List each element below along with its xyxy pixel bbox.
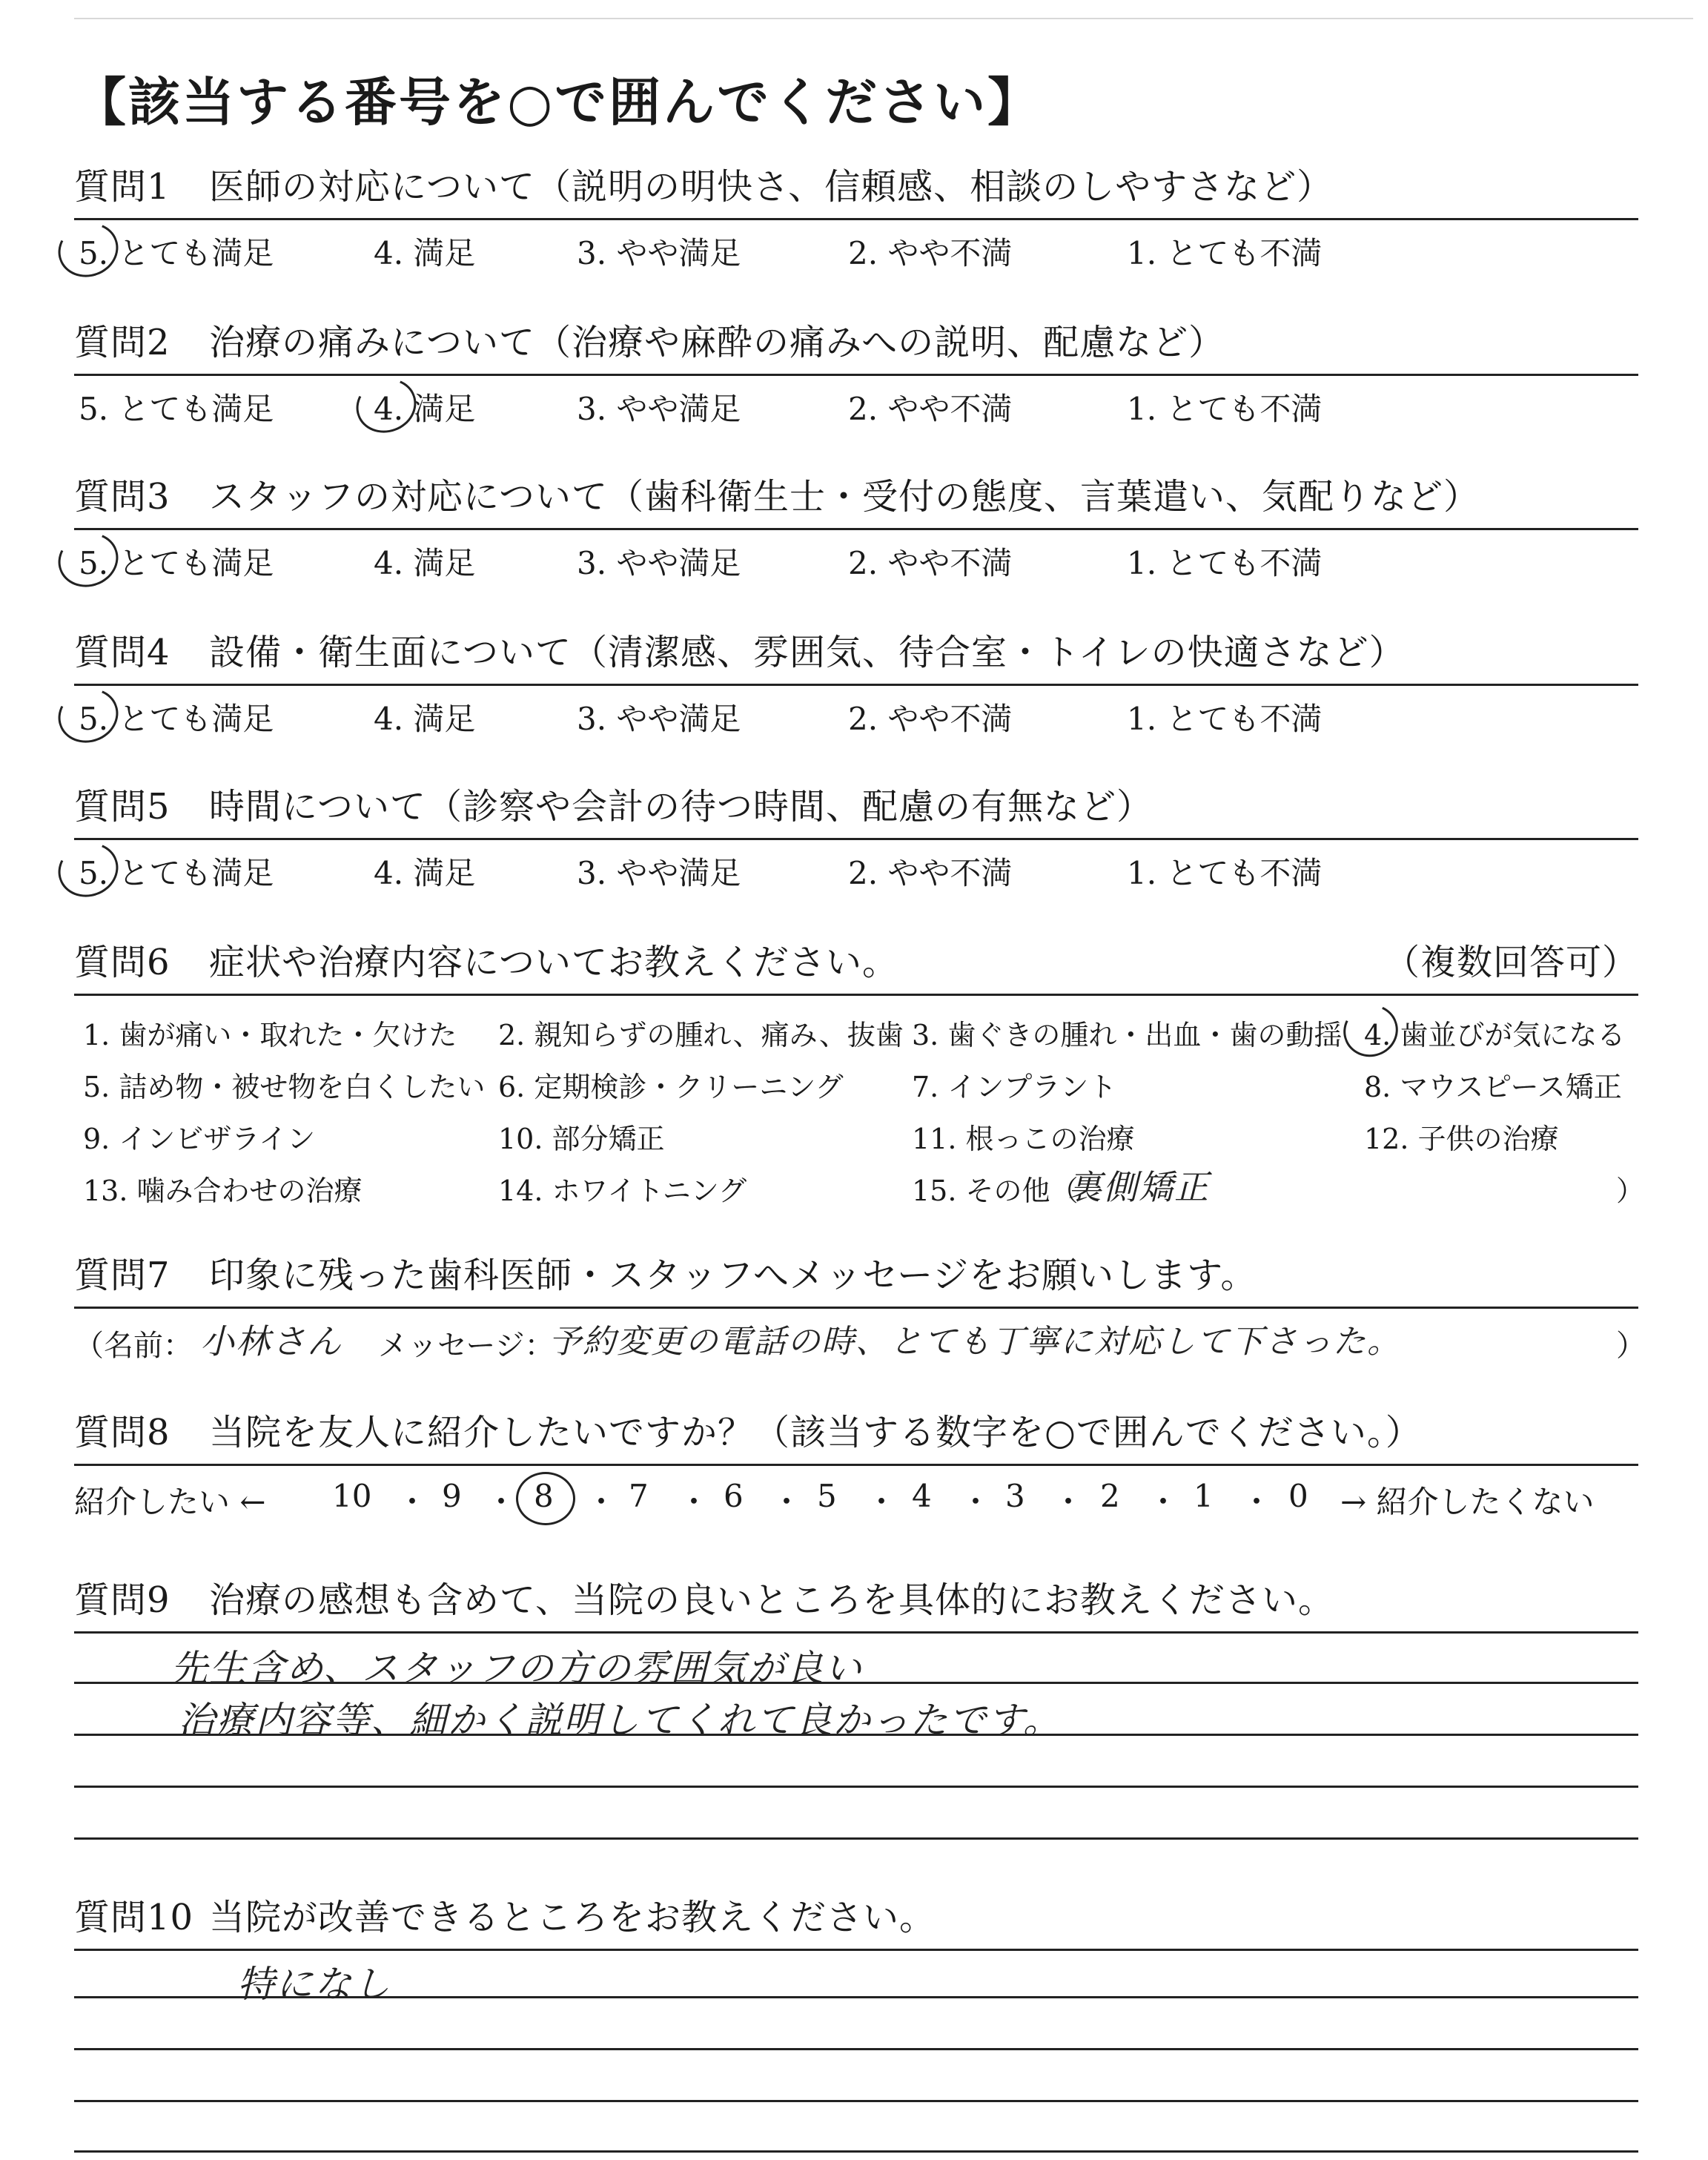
option-5[interactable]: 5. とても満足 [79,855,274,891]
symptom-option[interactable]: 7. インプラント [912,1071,1117,1103]
page-header: 【該当する番号を○で囲んでください】 [74,71,1042,133]
question-number: 質問9 [74,1579,171,1621]
symptom-option[interactable]: 4. 歯並びが気になる [1364,1019,1626,1051]
score-6[interactable]: 6 [724,1478,744,1514]
selection-circle [516,1472,575,1525]
symptom-options [74,996,1645,1211]
message-row [74,1309,1646,1368]
option-3[interactable]: 3. やや満足 [577,545,741,581]
dot-separator: ・ [486,1484,517,1520]
question-7 [74,1253,1646,1368]
option-2[interactable]: 2. やや不満 [848,545,1013,581]
rating-scale [74,840,1638,894]
option-5[interactable]: 5. とても満足 [79,701,274,737]
symptom-option[interactable]: 10. 部分矯正 [498,1123,665,1155]
question-8 [74,1410,1638,1525]
name-value[interactable]: 小林さん [200,1321,342,1361]
question-text: 治療の痛みについて（治療や麻酔の痛みへの説明、配慮など） [209,322,1225,363]
question-number: 質問3 [74,476,171,518]
q9-answer-line-1[interactable]: 先生含め、スタッフの方の雰囲気が良い [171,1647,863,1690]
other-handwritten: 裏側矯正 [1068,1167,1210,1207]
question-9 [74,1578,1638,1634]
question-number: 質問10 [74,1897,194,1938]
option-1[interactable]: 1. とても不満 [1127,855,1323,891]
option-3[interactable]: 3. やや満足 [577,391,741,427]
symptom-option[interactable]: 12. 子供の治療 [1364,1123,1559,1155]
dot-separator: ・ [1148,1484,1179,1520]
answer-line [74,2048,1638,2050]
answer-line [74,1837,1638,1840]
option-1[interactable]: 1. とても不満 [1127,391,1323,427]
message-value[interactable]: 予約変更の電話の時、とても丁寧に対応して下さった。 [549,1323,1401,1361]
score-7[interactable]: 7 [629,1478,649,1514]
score-4[interactable]: 4 [912,1478,932,1514]
score-1[interactable]: 1 [1194,1478,1214,1514]
question-number: 質問4 [74,632,171,673]
dot-separator: ・ [586,1484,618,1520]
option-4[interactable]: 4. 満足 [374,855,476,891]
score-2[interactable]: 2 [1100,1478,1120,1514]
dot-separator: ・ [960,1484,992,1520]
symptom-option[interactable]: 15. その他（ [912,1175,1079,1207]
option-2[interactable]: 2. やや不満 [848,855,1013,891]
question-number: 質問5 [74,786,171,828]
question-number: 質問8 [74,1412,171,1453]
option-4[interactable]: 4. 満足 [374,701,476,737]
selection-circle [50,214,126,285]
question-5 [74,785,1638,894]
option-1[interactable]: 1. とても不満 [1127,701,1323,737]
symptom-option[interactable]: 6. 定期検診・クリーニング [498,1071,844,1103]
dot-separator: ・ [866,1484,898,1520]
selection-circle [50,680,126,751]
option-4[interactable]: 4. 満足 [374,391,476,427]
symptom-option[interactable]: 14. ホワイトニング [498,1175,747,1207]
right-label: → 紹介したくない [1340,1484,1595,1520]
score-10[interactable]: 10 [332,1478,372,1514]
question-number: 質問1 [74,166,171,208]
option-3[interactable]: 3. やや満足 [577,701,741,737]
question-text: 症状や治療内容についてお教えください。 [209,942,899,983]
option-3[interactable]: 3. やや満足 [577,855,741,891]
score-9[interactable]: 9 [442,1478,462,1514]
option-3[interactable]: 3. やや満足 [577,235,741,271]
symptom-option[interactable]: 13. 噛み合わせの治療 [83,1175,363,1207]
question-number: 質問2 [74,322,171,363]
symptom-option[interactable]: 5. 詰め物・被せ物を白くしたい [83,1071,486,1103]
option-1[interactable]: 1. とても不満 [1127,235,1323,271]
selection-circle [50,834,126,905]
close-paren: ） [1616,1175,1645,1207]
answer-line [74,1786,1638,1788]
symptom-option[interactable]: 2. 親知らずの腫れ、痛み、抜歯 [498,1019,904,1051]
score-0[interactable]: 0 [1288,1478,1308,1514]
question-2 [74,320,1638,429]
score-8[interactable]: 8 [534,1478,554,1514]
option-4[interactable]: 4. 満足 [374,235,476,271]
score-5[interactable]: 5 [817,1478,837,1514]
option-4[interactable]: 4. 満足 [374,545,476,581]
question-text: 当院が改善できるところをお教えください。 [209,1897,936,1938]
question-number: 質問6 [74,942,171,983]
question-number: 質問7 [74,1255,171,1296]
question-1 [74,165,1638,274]
question-text: 治療の感想も含めて、当院の良いところを具体的にお教えください。 [209,1579,1335,1621]
option-2[interactable]: 2. やや不満 [848,391,1013,427]
selection-circle [1336,997,1405,1064]
rating-scale [74,530,1638,584]
message-label: メッセージ： [378,1329,555,1363]
symptom-option[interactable]: 8. マウスピース矯正 [1364,1071,1622,1103]
question-text: 医師の対応について（説明の明快さ、信頼感、相談のしやすさなど） [209,166,1334,208]
question-4 [74,630,1638,739]
option-2[interactable]: 2. やや不満 [848,701,1013,737]
recommend-scale [74,1466,1638,1525]
left-label: 紹介したい ← [74,1484,266,1520]
option-1[interactable]: 1. とても不満 [1127,545,1323,581]
rating-scale [74,220,1638,274]
question-6 [74,940,1645,1211]
question-3 [74,475,1638,584]
dot-separator: ・ [397,1484,428,1520]
symptom-option[interactable]: 1. 歯が痛い・取れた・欠けた [83,1019,457,1051]
symptom-option[interactable]: 9. インビザライン [83,1123,316,1155]
question-text: 当院を友人に紹介したいですか？（該当する数字を○で囲んでください。） [209,1412,1422,1453]
question-10 [74,1895,1638,1951]
dot-separator: ・ [678,1484,710,1520]
symptom-option[interactable]: 11. 根っこの治療 [912,1123,1135,1155]
dot-separator: ・ [1241,1484,1273,1520]
option-2[interactable]: 2. やや不満 [848,235,1013,271]
question-text: スタッフの対応について（歯科衛生士・受付の態度、言葉遣い、気配りなど） [209,476,1480,518]
question-text: 時間について（診察や会計の待つ時間、配慮の有無など） [209,786,1153,828]
name-label: （名前： [74,1329,193,1363]
q9-answer-line-2[interactable]: 治療内容等、細かく説明してくれて良かったです。 [178,1699,1062,1742]
q10-answer-line-1[interactable]: 特になし [237,1963,391,2006]
question-text: 印象に残った歯科医師・スタッフへメッセージをお願いします。 [209,1255,1257,1296]
multiple-answer-note: （複数回答可） [1383,942,1638,983]
rating-scale [74,376,1638,429]
option-5[interactable]: 5. とても満足 [79,391,274,427]
option-5[interactable]: 5. とても満足 [79,235,274,271]
dot-separator: ・ [771,1484,803,1520]
top-border [74,18,1693,19]
selection-circle [50,524,126,595]
question-text: 設備・衛生面について（清潔感、雰囲気、待合室・トイレの快適さなど） [209,632,1406,673]
score-3[interactable]: 3 [1005,1478,1025,1514]
selection-circle [348,370,424,441]
rating-scale [74,686,1638,739]
dot-separator: ・ [1053,1484,1085,1520]
answer-line [74,2150,1638,2153]
close-paren: ） [1616,1329,1646,1363]
option-5[interactable]: 5. とても満足 [79,545,274,581]
symptom-option[interactable]: 3. 歯ぐきの腫れ・出血・歯の動揺 [912,1019,1343,1051]
answer-line [74,2100,1638,2102]
